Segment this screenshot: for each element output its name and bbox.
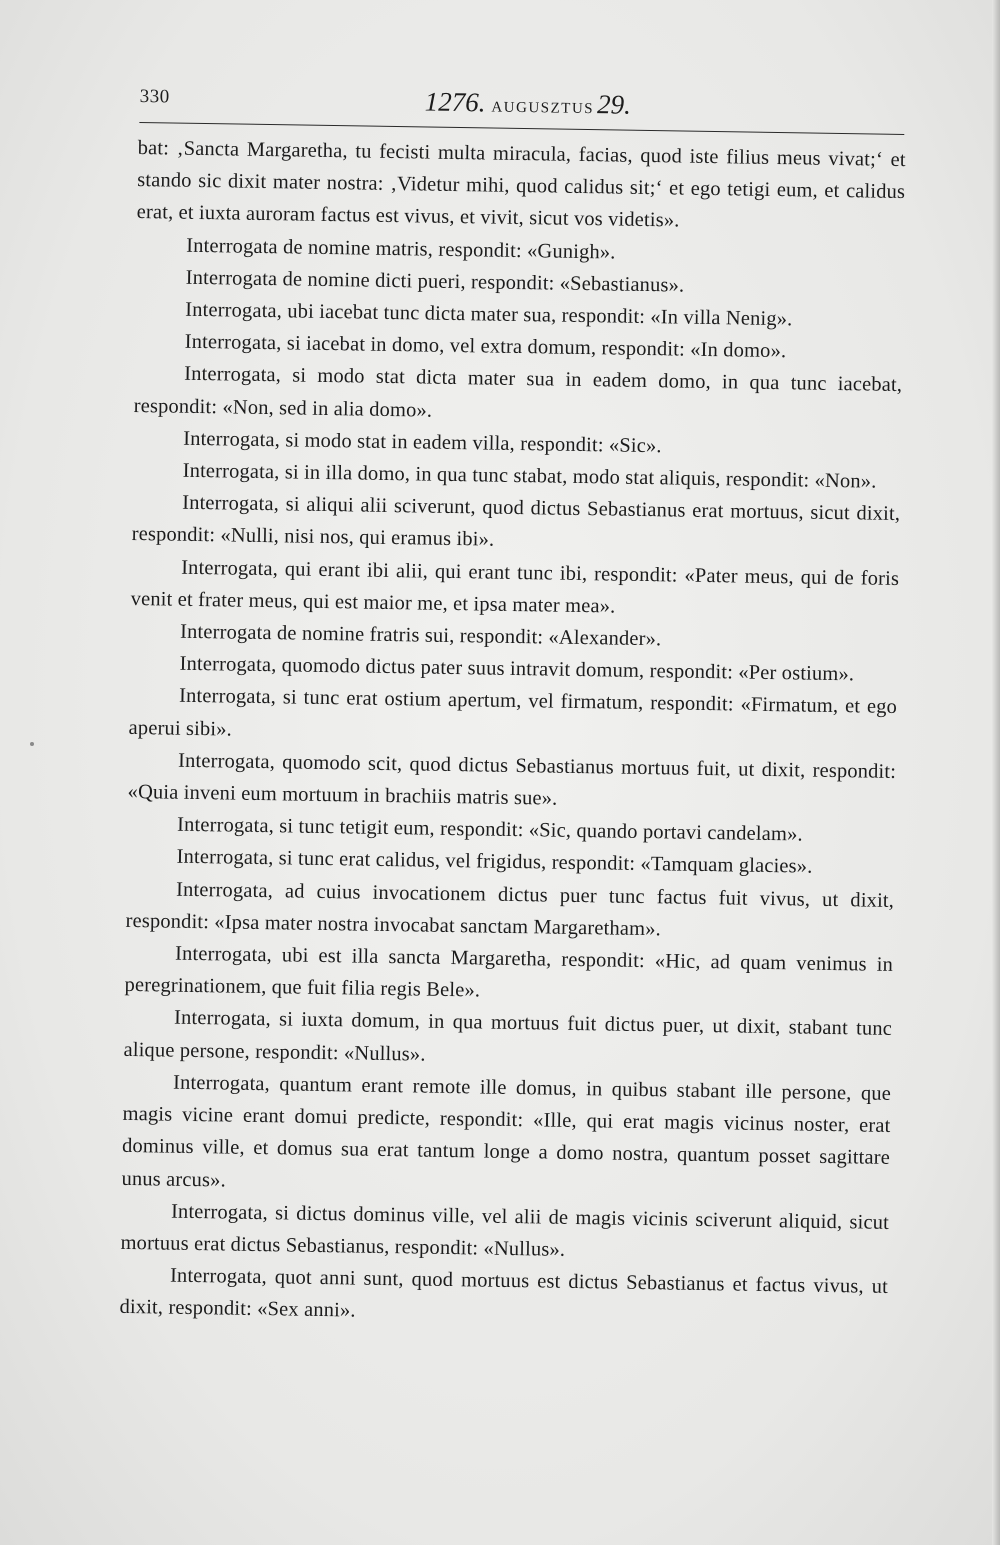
- paragraph: Interrogata, si tunc erat ostium apertum, vel firmatum, respondit: «Firmatum, et ego aperui sibi».: [128, 685, 898, 741]
- paragraph: Interrogata, quot anni sunt, quod mortuus est dictus Sebastianus et factus vivus, ut dixit, respondit: «Sex anni».: [119, 1264, 889, 1322]
- paper-speck: [30, 742, 34, 746]
- page-header: [139, 82, 905, 136]
- paragraph: Interrogata, qui erant ibi alii, qui erant tunc ibi, respondit: «Pater meus, qui de foris venit et frater meus, qui est maior me, et ipsa mater mea».: [130, 556, 900, 618]
- header-day: 29.: [596, 89, 632, 120]
- header-year: 1276.: [424, 86, 486, 118]
- paragraph: Interrogata de nomine matris, respondit: «Gunigh».: [186, 234, 616, 264]
- paragraph: Interrogata, si in illa domo, in qua tunc stabat, modo stat aliquis, respondit: «Non».: [182, 459, 877, 493]
- paragraph: Interrogata, quomodo dictus pater suus intravit domum, respondit: «Per ostium».: [179, 652, 855, 686]
- paragraph: Interrogata, si modo stat dicta mater sua in eadem domo, in qua tunc iacebat, respondit: «Non, sed in alia domo».: [133, 363, 903, 422]
- paragraph: Interrogata, si tunc tetigit eum, respondit: «Sic, quando portavi candelam».: [176, 813, 803, 846]
- paragraph: Interrogata, ubi iacebat tunc dicta mater sua, respondit: «In villa Nenig».: [185, 298, 793, 331]
- paragraph-continuation: bat: ‚Sancta Margaretha, tu fecisti multa miracula, facias, quod iste filius meus vivat;‘ et stando sic dixit mater nostra: ‚Videtur mihi, quod calidus sit;‘ et ego tetigi eum, et calidus erat, et iuxta auroram factus est vivus, et vivit, sicut vos videtis».: [136, 136, 906, 232]
- paragraph: Interrogata de nomine dicti pueri, respondit: «Sebastianus».: [185, 266, 685, 297]
- paragraph: Interrogata, ubi est illa sancta Margaretha, respondit: «Hic, ad quam venimus in peregrinationem, que fuit filia regis Bele».: [124, 942, 894, 1002]
- paragraph: Interrogata, ad cuius invocationem dictus puer tunc factus fuit vivus, ut dixit, respondit: «Ipsa mater nostra invocabat sanctam Margaretham».: [125, 878, 895, 941]
- header-month: AUGUSZTUS: [491, 99, 595, 118]
- page-number: 330: [139, 85, 170, 108]
- body-text: [119, 132, 906, 1335]
- paragraph: Interrogata, si iacebat in domo, vel extra domum, respondit: «In domo».: [184, 330, 787, 363]
- paragraph: Interrogata, quomodo scit, quod dictus Sebastianus mortuus fuit, ut dixit, respondit: «Quia inveni eum mortuum in brachiis matris sue».: [127, 749, 897, 810]
- running-head: [424, 86, 631, 120]
- paragraph: Interrogata, si iuxta domum, in qua mortuus fuit dictus puer, ut dixit, stabant tunc alique persone, respondit: «Nullus».: [123, 1007, 893, 1066]
- paragraph: Interrogata, si tunc erat calidus, vel frigidus, respondit: «Tamquam glacies».: [176, 846, 813, 879]
- paragraph: Interrogata, si modo stat in eadem villa, respondit: «Sic».: [183, 427, 662, 458]
- paragraph: Interrogata de nomine fratris sui, respondit: «Alexander».: [179, 620, 662, 651]
- paragraph: Interrogata, quantum erant remote ille domus, in quibus stabant ille persone, que magis vicine erant domui predicte, respondit: «Ille, qui erat magis vicinus noster, erat dominus ville, et domus sua erat tantum longe a domo nostra, quantum posset sagittare unus arcus».: [121, 1071, 892, 1192]
- paragraph: Interrogata, si aliqui alii sciverunt, quod dictus Sebastianus erat mortuus, sicut dixit, respondit: «Nulli, nisi nos, qui eramus ibi».: [131, 491, 901, 552]
- paragraph: Interrogata, si dictus dominus ville, vel alii de magis vicinis sciverunt aliquid, sicut mortuus erat dictus Sebastianus, respondit: «Nullus».: [120, 1200, 890, 1261]
- page-edge-shadow: [992, 0, 1000, 1545]
